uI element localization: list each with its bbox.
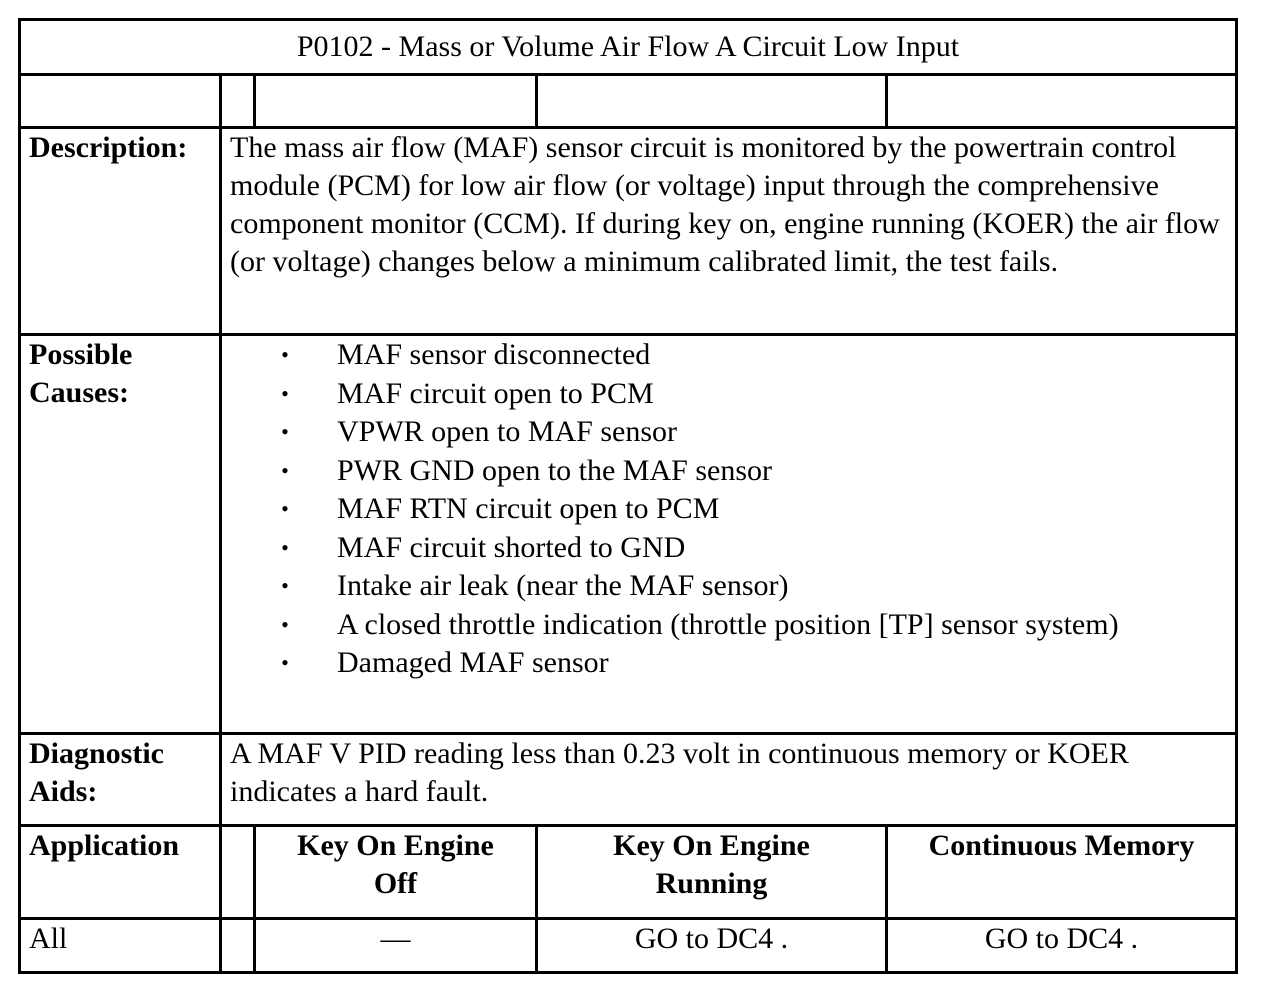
bullet-icon: •	[281, 457, 289, 483]
spacer-cell	[221, 75, 255, 128]
possible-causes-row	[20, 335, 1237, 734]
list-item	[275, 336, 1227, 375]
bullet-icon: •	[281, 496, 289, 521]
spacer-cell	[537, 75, 887, 128]
possible-causes-label-line2: Causes:	[29, 376, 130, 409]
possible-causes-label-line1: Possible	[29, 338, 133, 371]
table-row	[20, 919, 1237, 973]
dtc-title-cell	[20, 20, 1237, 75]
description-row	[20, 128, 1237, 335]
diagnostic-aids-label-line2: Aids:	[29, 775, 98, 808]
diagnostic-aids-text: A MAF V PID reading less than 0.23 volt in continuous memory or KOER indicates a hard fault.	[221, 734, 1237, 826]
description-text: The mass air flow (MAF) sensor circuit is monitored by the powertrain control module (PCM) for low air flow (or voltage) input through the comprehensive component monitor (CCM). If during key on, engine running (KOER) the air flow (or voltage) changes below a minimum calibrated limit, the test fails.	[221, 128, 1237, 335]
list-item	[275, 375, 1227, 414]
cause-text: MAF RTN circuit open to PCM	[337, 492, 720, 525]
continuous-memory-header: Continuous Memory	[887, 826, 1237, 919]
list-item	[275, 606, 1227, 645]
list-item	[275, 644, 1227, 683]
application-header-row	[20, 826, 1237, 919]
cause-text: MAF sensor disconnected	[337, 338, 651, 371]
koeo-value: —	[255, 919, 537, 973]
bullet-icon: •	[281, 611, 289, 637]
bullet-icon: •	[281, 380, 289, 406]
list-item	[275, 567, 1227, 606]
dtc-title: P0102 - Mass or Volume Air Flow A Circuit Low Input	[296, 30, 960, 63]
bullet-icon: •	[281, 534, 289, 560]
list-item	[275, 452, 1227, 491]
koeo-header-line1: Key On Engine	[297, 829, 494, 862]
spacer-cell	[20, 75, 221, 128]
possible-causes-label	[20, 335, 221, 734]
application-label: Application	[20, 826, 221, 919]
list-item	[275, 490, 1227, 529]
diagnostic-aids-row	[20, 734, 1237, 826]
bullet-icon: •	[281, 650, 289, 675]
blank-column-cell	[221, 826, 255, 919]
koer-header-line2: Running	[655, 867, 768, 900]
spacer-cell	[255, 75, 537, 128]
description-label: Description:	[20, 128, 221, 335]
bullet-icon: •	[281, 573, 289, 598]
cause-text: MAF circuit open to PCM	[337, 376, 654, 410]
continuous-memory-value[interactable]: GO to DC4 .	[887, 919, 1237, 973]
application-value: All	[20, 919, 221, 973]
diagnostic-aids-label	[20, 734, 221, 826]
list-item	[275, 413, 1227, 452]
koer-header	[537, 826, 887, 919]
cause-text: Intake air leak (near the MAF sensor)	[337, 569, 789, 602]
cause-text: Damaged MAF sensor	[337, 646, 609, 679]
diagnostic-aids-label-line1: Diagnostic	[29, 737, 164, 770]
cause-text: VPWR open to MAF sensor	[337, 415, 678, 448]
list-item	[275, 529, 1227, 568]
cause-text: MAF circuit shorted to GND	[337, 530, 686, 564]
cause-text: A closed throttle indication (throttle position [TP] sensor system)	[337, 607, 1119, 641]
spacer-row	[20, 75, 1237, 128]
dtc-table	[18, 18, 1238, 974]
koeo-header	[255, 826, 537, 919]
spacer-cell	[887, 75, 1237, 128]
bullet-icon: •	[281, 342, 289, 367]
koeo-header-line2: Off	[373, 867, 418, 900]
title-row	[20, 20, 1237, 75]
bullet-icon: •	[281, 419, 289, 444]
blank-column-cell	[221, 919, 255, 973]
cause-text: PWR GND open to the MAF sensor	[337, 453, 772, 487]
possible-causes-cell	[221, 335, 1237, 734]
koer-header-line1: Key On Engine	[613, 829, 810, 862]
koer-value[interactable]: GO to DC4 .	[537, 919, 887, 973]
possible-causes-list	[230, 336, 1227, 683]
